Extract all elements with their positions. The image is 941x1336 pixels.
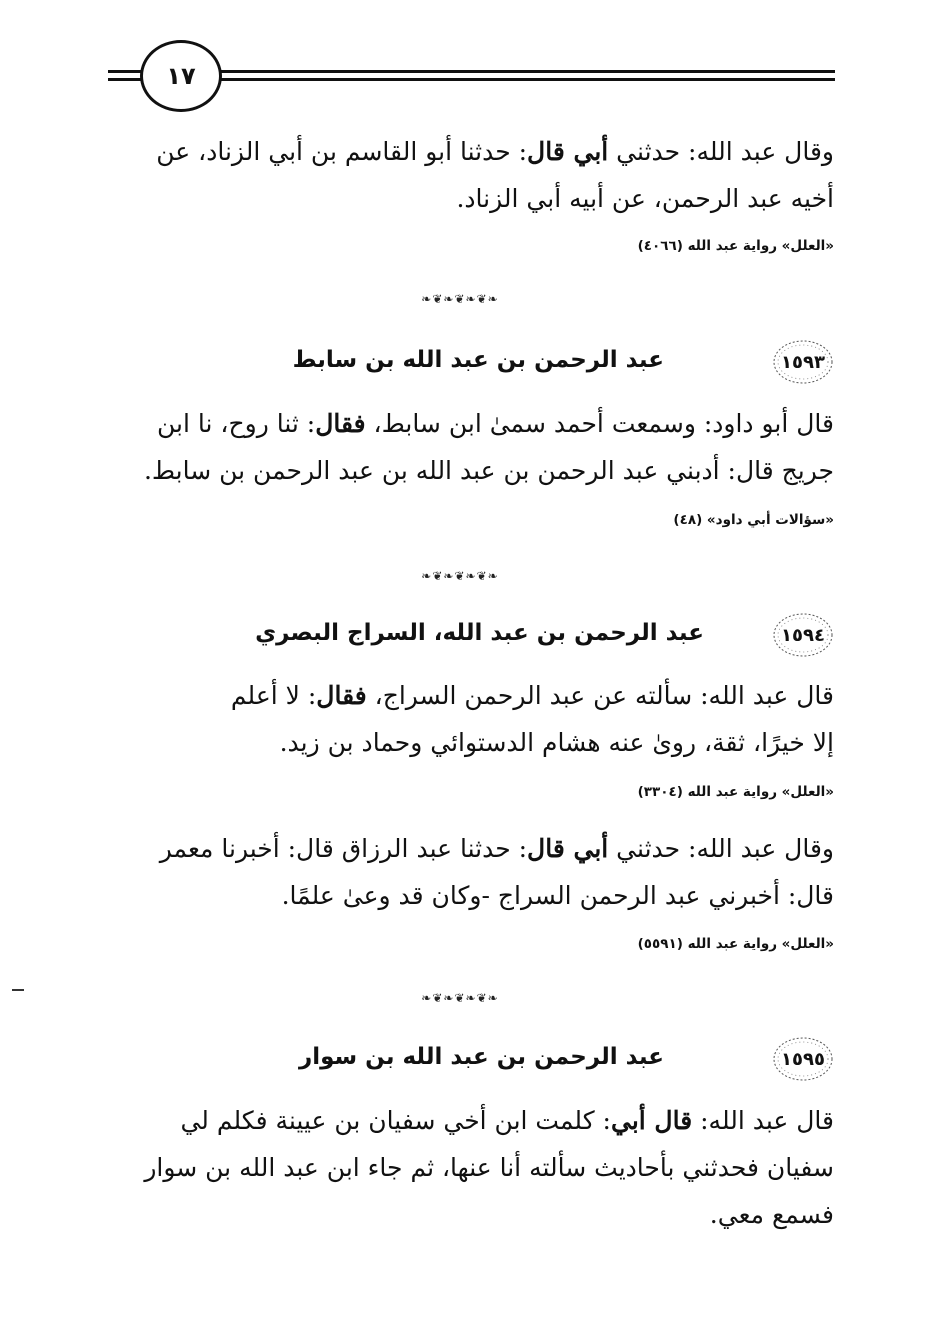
text-line: قال عبد الله: سألته عن عبد الرحمن السراج، فقال: لا أعلم	[230, 681, 834, 710]
text-line: قال عبد الله: قال أبي: كلمت ابن أخي سفيان بن عيينة فكلم لي	[180, 1106, 834, 1135]
text-line: وقال عبد الله: حدثني أبي قال: حدثنا أبو القاسم بن أبي الزناد، عن	[156, 137, 834, 166]
text-line: قال: أخبرني عبد الرحمن السراج -وكان قد وعىٰ علمًا.	[281, 881, 834, 910]
page-number: ١٧	[140, 40, 222, 112]
text-line: أخيه عبد الرحمن، عن أبيه أبي الزناد.	[456, 184, 834, 213]
text-line: فسمع معي.	[709, 1200, 834, 1229]
entry-title: عبد الرحمن بن عبد الله بن سوار	[298, 1044, 664, 1070]
section-ornament: ❧❦❧❦❧❦❧	[421, 292, 499, 306]
text-line: جريج قال: أدبني عبد الرحمن بن عبد الله بن عبد الرحمن بن سابط.	[143, 456, 834, 485]
text-line: سفيان فحدثني بأحاديث سألته أنا عنها، ثم جاء ابن عبد الله بن سوار	[144, 1153, 834, 1182]
entry-body	[108, 672, 834, 766]
source-citation: «العلل» رواية عبد الله (٣٣٠٤)	[637, 784, 834, 800]
source-citation: «العلل» رواية عبد الله (٤٠٦٦)	[637, 238, 834, 254]
entry-heading-1594	[108, 612, 834, 660]
entry-title: عبد الرحمن بن عبد الله بن سابط	[292, 347, 664, 373]
entry-body	[108, 400, 834, 494]
text-line: إلا خيرًا، ثقة، روىٰ عنه هشام الدستوائي وحماد بن زيد.	[279, 728, 834, 757]
entry-heading-1593	[108, 339, 834, 387]
entry-number-badge: ١٥٩٤	[772, 612, 834, 658]
section-ornament: ❧❦❧❦❧❦❧	[421, 569, 499, 583]
entry-number-badge: ١٥٩٣	[772, 339, 834, 385]
source-citation: «سؤالات أبي داود» (٤٨)	[673, 512, 834, 528]
section-ornament: ❧❦❧❦❧❦❧	[421, 991, 499, 1005]
text-line: وقال عبد الله: حدثني أبي قال: حدثنا عبد الرزاق قال: أخبرنا معمر	[159, 834, 834, 863]
source-citation: «العلل» رواية عبد الله (٥٥٩١)	[637, 936, 834, 952]
scan-mark	[12, 989, 24, 991]
entry-number-badge: ١٥٩٥	[772, 1036, 834, 1082]
entry-body	[108, 825, 834, 919]
entry-heading-1595	[108, 1036, 834, 1084]
entry-body	[108, 1097, 834, 1238]
paragraph-continuation	[108, 128, 834, 222]
text-line: قال أبو داود: وسمعت أحمد سمىٰ ابن سابط، فقال: ثنا روح، نا ابن	[157, 409, 834, 438]
entry-title: عبد الرحمن بن عبد الله، السراج البصري	[255, 620, 704, 646]
